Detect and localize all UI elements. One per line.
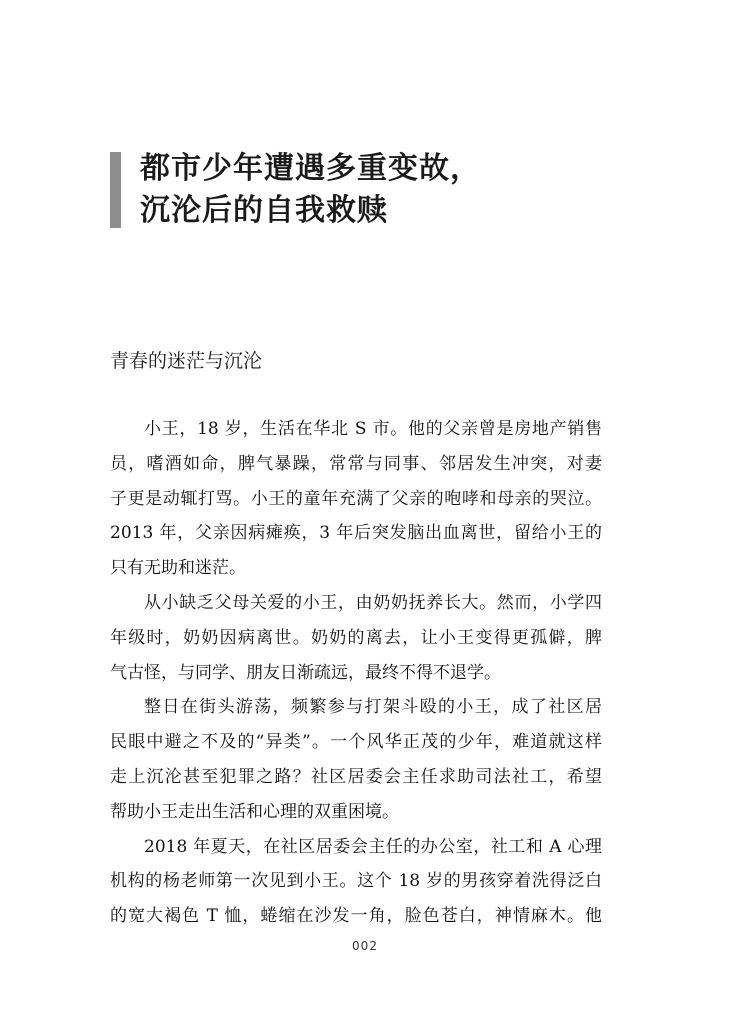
chapter-title-block (110, 148, 670, 232)
body-line: 只有无助和迷茫。 (110, 558, 246, 579)
body-line: 子更是动辄打骂。小王的童年充满了父亲的咆哮和母亲的哭泣。 (110, 488, 602, 509)
body-text (110, 412, 602, 934)
body-line: 气古怪，与同学、朋友日渐疏远，最终不得不退学。 (110, 662, 501, 683)
body-line: 民眼中避之不及的“异类”。一个风华正茂的少年，难道就这样 (110, 732, 602, 753)
body-line: 从小缺乏父母关爱的小王，由奶奶抚养长大。然而，小学四 (144, 592, 602, 613)
body-line: 走上沉沦甚至犯罪之路？社区居委会主任求助司法社工，希望 (110, 766, 602, 787)
body-line: 帮助小王走出生活和心理的双重困境。 (110, 801, 399, 822)
section-heading: 青春的迷茫与沉沦 (110, 350, 263, 372)
chapter-title-line-1: 都市少年遭遇多重变故， (140, 151, 481, 186)
page-number: 002 (352, 939, 378, 953)
body-line: 2018 年夏天，在社区居委会主任的办公室，社工和 A 心理 (144, 836, 602, 857)
title-accent-bar (110, 152, 121, 228)
chapter-title (140, 148, 481, 232)
body-line: 的宽大褐色 T 恤，蜷缩在沙发一角，脸色苍白，神情麻木。他 (110, 906, 602, 927)
chapter-title-line-2: 沉沦后的自我救赎 (140, 193, 388, 228)
body-line: 机构的杨老师第一次见到小王。这个 18 岁的男孩穿着洗得泛白 (110, 871, 602, 892)
body-line: 小王，18 岁，生活在华北 S 市。他的父亲曾是房地产销售 (144, 419, 602, 439)
body-line: 整日在街头游荡，频繁参与打架斗殴的小王，成了社区居 (144, 697, 602, 718)
body-line: 2013 年，父亲因病瘫痪，3 年后突发脑出血离世，留给小王的 (110, 523, 602, 544)
body-line: 年级时，奶奶因病离世。奶奶的离去，让小王变得更孤僻，脾 (110, 627, 602, 648)
body-line: 员，嗜酒如命，脾气暴躁，常常与同事、邻居发生冲突，对妻 (110, 453, 602, 474)
